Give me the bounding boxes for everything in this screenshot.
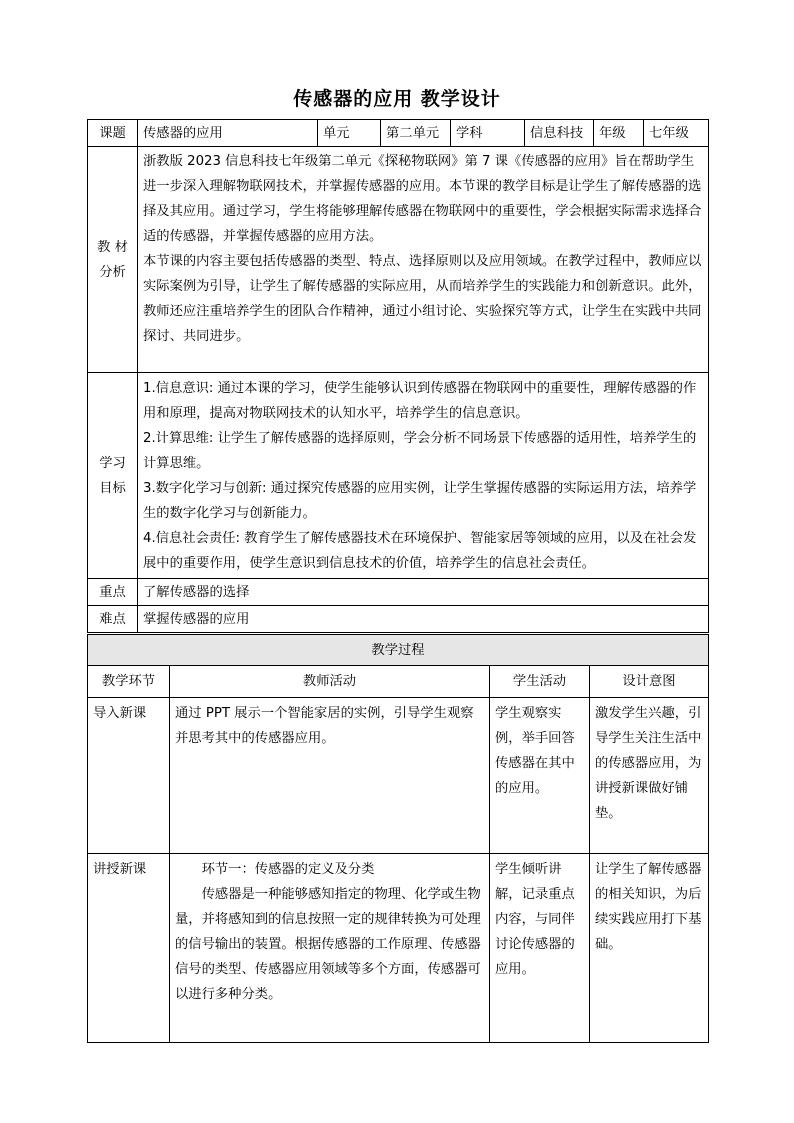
process-row-intro	[88, 698, 709, 854]
column-header-stage: 教学环节	[88, 666, 170, 698]
goals-label	[88, 373, 138, 579]
teacher-activity-text: 传感器是一种能够感知指定的物理、化学或生物量，并将感知到的信息按照一定的规律转换为可处理的信号输出的装置。根据传感器的工作原理、传感器信号的类型、传感器应用领域等多个方面，传感器可以进行多种分类。	[175, 887, 481, 1002]
goals-row	[88, 373, 709, 579]
goal-item: 2.计算思维: 让学生了解传感器的选择原则，学会分析不同场景下传感器的适用性，培养学生的计算思维。	[143, 430, 697, 471]
analysis-label-line1: 教 材	[97, 239, 128, 255]
teacher-activity-cell	[170, 698, 490, 854]
analysis-label-line2: 分析	[99, 264, 126, 280]
goals-content	[138, 373, 709, 579]
column-header-teacher: 教师活动	[170, 666, 490, 698]
unit-value: 第二单元	[381, 120, 451, 147]
student-activity-cell: 学生观察实例，举手回答传感器在其中的应用。	[490, 698, 590, 854]
difficult-point-row	[88, 606, 709, 633]
process-table	[87, 634, 709, 1043]
subject-value: 信息科技	[525, 120, 594, 147]
goal-item: 4.信息社会责任: 教育学生了解传感器技术在环境保护、智能家居等领域的应用，以及在社会发展中的重要作用，使学生意识到信息技术的价值，培养学生的信息社会责任。	[143, 530, 697, 571]
analysis-label	[88, 147, 138, 373]
analysis-paragraph: 浙教版 2023 信息科技七年级第二单元《探秘物联网》第 7 课《传感器的应用》旨在帮助学生进一步深入理解物联网技术，并掌握传感器的应用。本节课的教学目标是让学生了解传感器的选择及其应用。通过学习，学生将能够理解传感器在物联网中的重要性，学会根据实际需求选择合适的传感器，并掌握传感器的应用方法。	[143, 154, 702, 244]
topic-value: 传感器的应用	[138, 120, 318, 147]
teacher-activity-text: 通过 PPT 展示一个智能家居的实例，引导学生观察并思考其中的传感器应用。	[175, 706, 474, 746]
process-header-row	[88, 635, 709, 666]
design-intent-cell: 激发学生兴趣，引导学生关注生活中的传感器应用，为讲授新课做好铺垫。	[590, 698, 709, 854]
info-row	[88, 120, 709, 147]
column-header-student: 学生活动	[490, 666, 590, 698]
key-point-row	[88, 579, 709, 606]
info-table	[87, 119, 709, 633]
goals-label-line1: 学习	[99, 455, 126, 471]
design-intent-cell: 让学生了解传感器的相关知识，为后续实践应用打下基础。	[590, 854, 709, 1043]
analysis-paragraph: 本节课的内容主要包括传感器的类型、特点、选择原则以及应用领域。在教学过程中，教师应以实际案例为引导，让学生了解传感器的实际应用，从而培养学生的实践能力和创新意识。此外，教师还应注重培养学生的团队合作精神，通过小组讨论、实验探究等方式，让学生在实践中共同探讨、共同进步。	[143, 254, 702, 344]
stage-cell: 讲授新课	[88, 854, 170, 1043]
analysis-content	[138, 147, 709, 373]
document-title: 传感器的应用 教学设计	[293, 88, 501, 110]
stage-cell: 导入新课	[88, 698, 170, 854]
grade-value: 七年级	[644, 120, 709, 147]
process-row-new-lesson	[88, 854, 709, 1043]
teacher-activity-subheading: 环节一：传感器的定义及分类	[201, 862, 375, 877]
key-point-label: 重点	[88, 579, 138, 606]
process-columns-row	[88, 666, 709, 698]
student-activity-cell: 学生倾听讲解，记录重点内容，与同伴讨论传感器的应用。	[490, 854, 590, 1043]
analysis-row	[88, 147, 709, 373]
subject-label: 学科	[451, 120, 525, 147]
goals-label-line2: 目标	[99, 480, 126, 496]
process-header: 教学过程	[88, 635, 709, 666]
goal-item: 1.信息意识: 通过本课的学习，使学生能够认识到传感器在物联网中的重要性，理解传感器的作用和原理，提高对物联网技术的认知水平，培养学生的信息意识。	[143, 380, 697, 421]
teacher-activity-cell	[170, 854, 490, 1043]
difficult-point-label: 难点	[88, 606, 138, 633]
key-point-value: 了解传感器的选择	[138, 579, 709, 606]
topic-label: 课题	[88, 120, 138, 147]
goal-item: 3.数字化学习与创新: 通过探究传感器的应用实例，让学生掌握传感器的实际运用方法，培养学生的数字化学习与创新能力。	[143, 480, 697, 521]
grade-label: 年级	[594, 120, 644, 147]
unit-label: 单元	[318, 120, 381, 147]
column-header-intent: 设计意图	[590, 666, 709, 698]
difficult-point-value: 掌握传感器的应用	[138, 606, 709, 633]
